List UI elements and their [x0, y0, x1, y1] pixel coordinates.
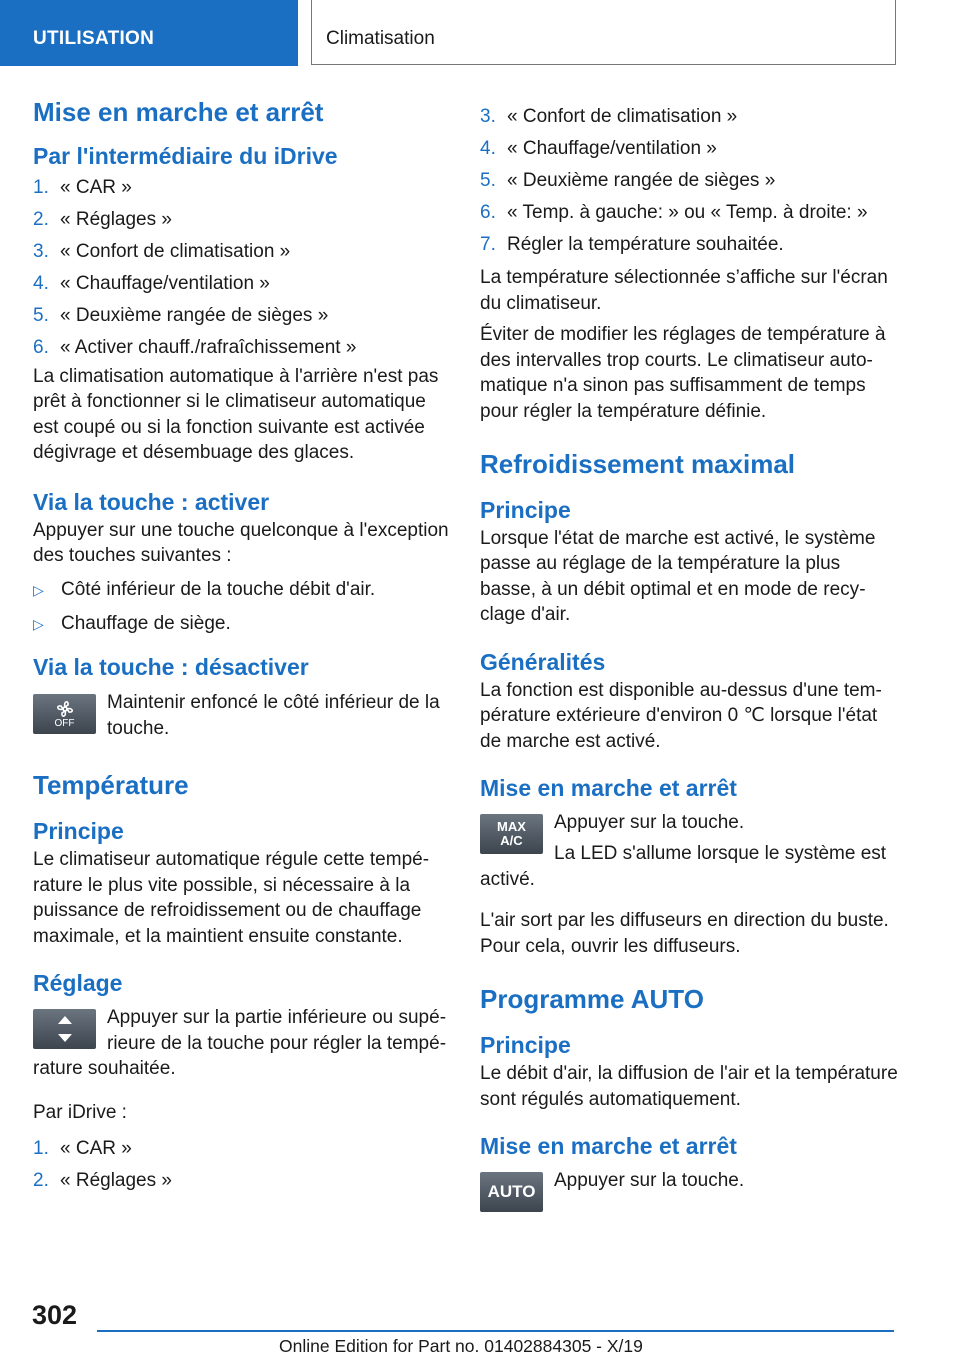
step-number: 5.	[33, 304, 49, 326]
step-number: 6.	[480, 202, 496, 223]
ac-label: A/C	[500, 832, 523, 848]
heading-general: Généralités	[480, 648, 606, 675]
step-text: « CAR »	[60, 1138, 132, 1160]
step-number: 6.	[33, 336, 49, 358]
step-text: « Deuxième rangée de sièges »	[507, 170, 776, 191]
heading-max-on-off: Mise en marche et arrêt	[480, 775, 737, 802]
footer-divider	[97, 1330, 894, 1332]
setting-steps-list	[33, 1133, 449, 1197]
step-text: « Chauffage/ventilation »	[507, 138, 717, 159]
max-led-text: La LED s'allume lorsque le système est activé.	[480, 843, 887, 890]
heading-max-principle: Principe	[480, 496, 571, 523]
heading-auto: Programme AUTO	[480, 984, 704, 1015]
heading-auto-on-off: Mise en marche et arrêt	[480, 1133, 737, 1160]
heading-button-off: Via la touche : désactiver	[33, 653, 309, 680]
list-item	[33, 236, 449, 268]
heading-idrive: Par l'intermédiaire du iDrive	[33, 142, 338, 169]
step-text: « Confort de climatisation »	[60, 240, 291, 262]
temp-rocker-button-icon	[33, 1009, 96, 1049]
step-number: 4.	[33, 272, 49, 294]
step-text: « Temp. à gauche: » ou « Temp. à droite: »	[507, 202, 868, 223]
list-item	[480, 133, 900, 165]
max-principle-text: Lorsque l'état de marche est activé, le système passe au réglage de la température la plus basse, à un débit optimal et en mode de recyclage d'air.	[480, 527, 876, 626]
bullet-triangle-icon: ▷	[33, 615, 44, 632]
idrive-steps-list	[33, 172, 449, 364]
via-idrive-label: Par iDrive :	[33, 1101, 127, 1123]
step-text: « Réglages »	[60, 208, 172, 230]
heading-setting: Réglage	[33, 970, 123, 997]
step-text: Régler la température souhaitée.	[507, 234, 784, 255]
step-number: 1.	[33, 1138, 49, 1160]
step-number: 3.	[33, 240, 49, 262]
list-item	[33, 204, 449, 236]
temp-principle-text: Le climatiseur automatique régule cette température le plus vite possible, si nécessaire à la puissance de refroidissement ou de chauffage maximale, et la maintient ensuite constante.	[33, 849, 430, 947]
idrive-note: La climatisation automatique à l'arrière n'est pas prêt à fonctionner si le climatiseur automatique est coupé ou si la fonction suivante est activée dégivrage et désembuage des glaces.	[33, 365, 439, 464]
max-ac-button-icon	[480, 814, 543, 854]
step-number: 4.	[480, 138, 496, 159]
heading-auto-principle: Principe	[480, 1032, 571, 1059]
general-text: La fonction est disponible au-dessus d'une température extérieure d'environ 0 ℃ lorsque l'état de marche est activé.	[480, 679, 882, 752]
max-air-text: L'air sort par les diffuseurs en direction du buste. Pour cela, ouvrir les diffuseurs.	[480, 910, 889, 957]
temp-display-text: La température sélectionnée s’affiche sur l'écran du climatiseur.	[480, 267, 888, 314]
step-number: 2.	[33, 1170, 49, 1192]
left-column	[33, 96, 449, 1197]
list-item	[33, 268, 449, 300]
chapter-title: Climatisation	[326, 28, 435, 49]
bullet-triangle-icon: ▷	[33, 581, 44, 598]
fan-off-button-icon	[33, 694, 96, 734]
step-text: « Chauffage/ventilation »	[60, 272, 270, 294]
step-number: 1.	[33, 176, 49, 198]
heading-on-off: Mise en marche et arrêt	[33, 97, 324, 127]
list-item	[480, 197, 900, 229]
heading-max-cooling: Refroidissement maximal	[480, 449, 796, 479]
bullet-text: Chauffage de siège.	[61, 612, 231, 634]
fan-icon	[53, 699, 77, 719]
step-number: 5.	[480, 170, 496, 191]
step-text: « Activer chauff./rafraîchissement »	[60, 336, 357, 358]
button-on-bullets	[33, 573, 449, 641]
off-label: OFF	[54, 718, 75, 730]
max-label: MAX	[497, 818, 526, 834]
heading-button-on: Via la touche : activer	[33, 488, 270, 515]
step-number: 7.	[480, 234, 496, 255]
max-ac-block	[480, 810, 900, 893]
setting-block	[33, 1005, 449, 1082]
chapter-tab	[311, 0, 896, 65]
right-column	[480, 101, 900, 1216]
section-title: UTILISATION	[33, 28, 155, 49]
auto-principle-text: Le débit d'air, la diffusion de l'air et la température sont régulés automatiquement.	[480, 1063, 898, 1110]
heading-temperature: Température	[33, 770, 189, 801]
step-text: « Deuxième rangée de sièges »	[60, 304, 329, 326]
list-item	[33, 1165, 449, 1197]
edition-text: Online Edition for Part no. 01402884305 - X/19	[279, 1336, 643, 1356]
list-item	[480, 101, 900, 133]
heading-temp-principle: Principe	[33, 818, 124, 845]
up-down-arrows-icon	[53, 1013, 77, 1045]
list-item	[33, 332, 449, 364]
setting-text: Appuyer sur la partie inférieure ou supérieure de la touche pour régler la température souhaitée.	[33, 1007, 447, 1080]
max-press-text: Appuyer sur la touche.	[554, 811, 745, 833]
bullet-text: Côté inférieur de la touche débit d'air.	[61, 578, 376, 600]
temp-avoid-text: Éviter de modifier les réglages de température à des intervalles trop courts. Le climatiseur automatique n'a sinon pas suffisamment de temps pour régler la température définie.	[480, 324, 886, 422]
auto-press-text: Appuyer sur la touche.	[554, 1170, 745, 1192]
list-item	[33, 1133, 449, 1165]
step-text: « Confort de climatisation »	[507, 106, 738, 127]
section-tab	[0, 0, 298, 66]
button-off-block	[33, 690, 449, 741]
page-number: 302	[32, 1300, 78, 1330]
step-text: « Réglages »	[60, 1170, 172, 1192]
list-item	[33, 607, 449, 641]
auto-label: AUTO	[487, 1182, 536, 1202]
button-off-text: Maintenir enfoncé le côté inférieur de la touche.	[107, 692, 440, 739]
page-header	[0, 0, 960, 66]
setting-steps-cont-list	[480, 101, 900, 261]
list-item	[33, 573, 449, 607]
auto-block	[480, 1168, 900, 1216]
step-number: 3.	[480, 106, 496, 127]
list-item	[480, 165, 900, 197]
button-on-text: Appuyer sur une touche quelconque à l'exception des touches suivantes :	[33, 519, 449, 567]
auto-button-icon	[480, 1172, 543, 1212]
step-text: « CAR »	[60, 176, 132, 198]
list-item	[33, 172, 449, 204]
list-item	[33, 300, 449, 332]
step-number: 2.	[33, 208, 49, 230]
list-item	[480, 229, 900, 261]
